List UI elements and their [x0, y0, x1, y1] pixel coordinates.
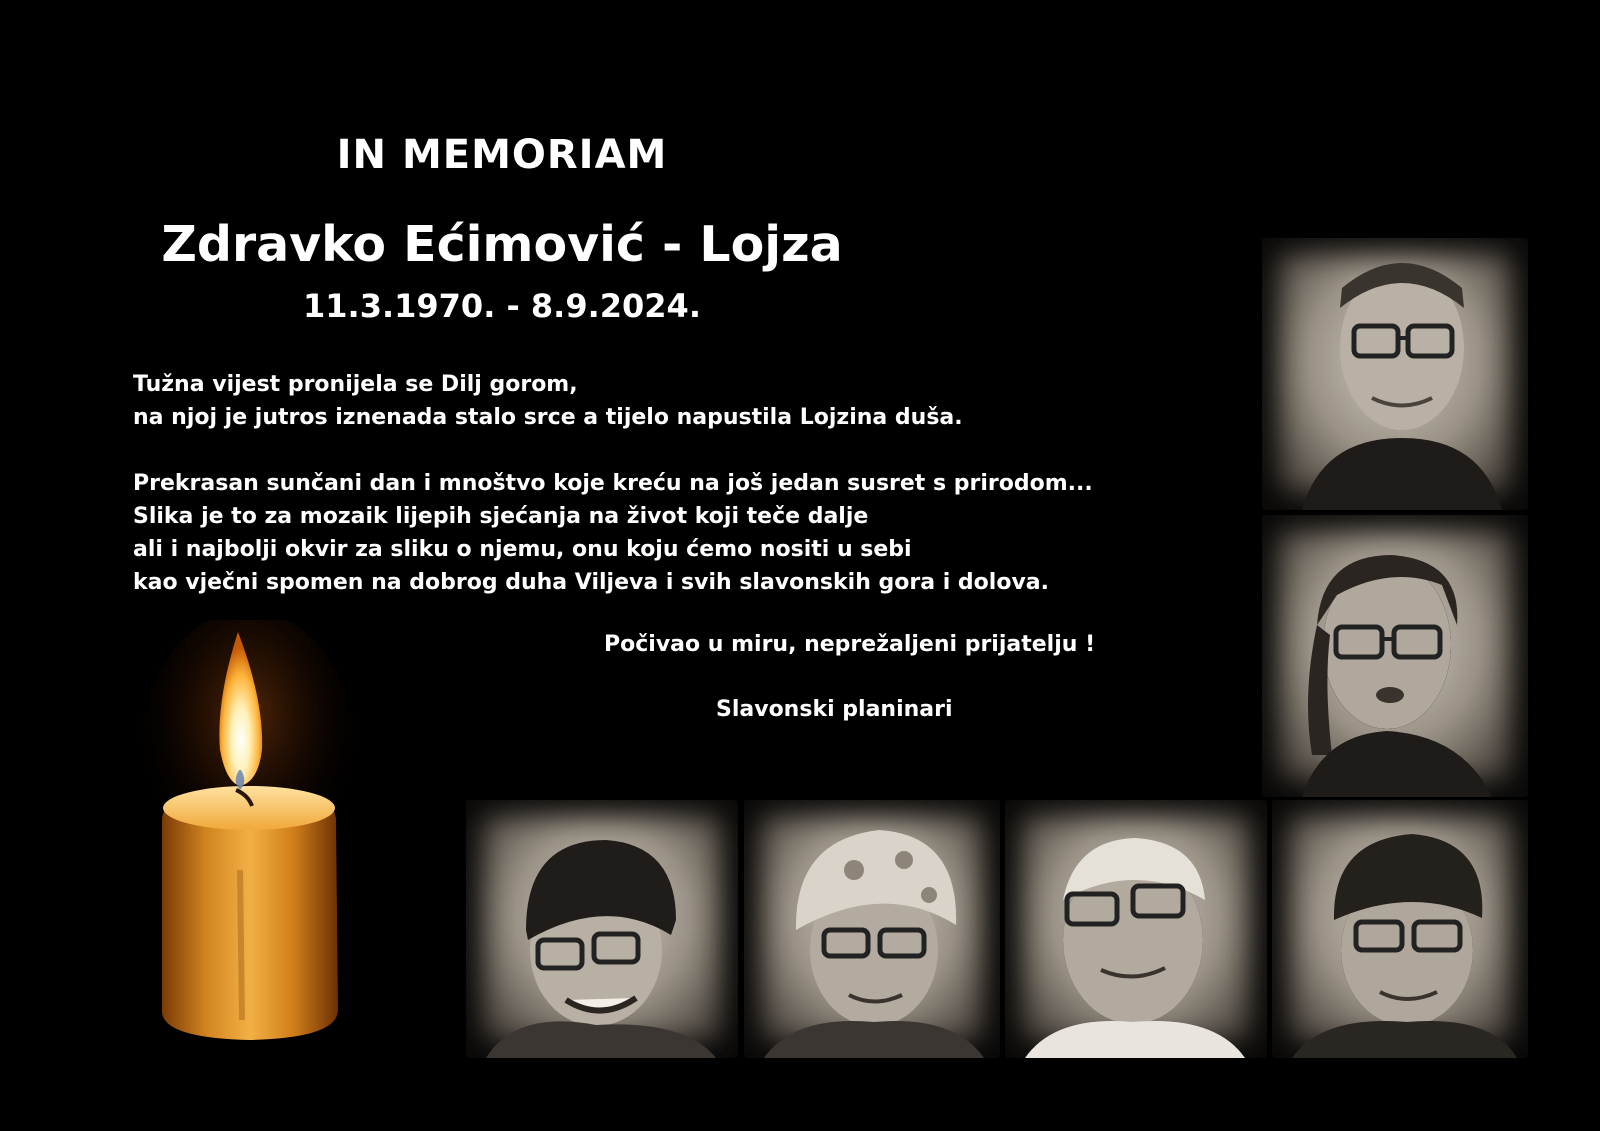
- photo-portrait-6: [1272, 800, 1528, 1058]
- text-line: na njoj je jutros iznenada stalo srce a tijelo napustila Lojzina duša.: [133, 405, 963, 430]
- text-line: Tužna vijest pronijela se Dilj gorom,: [133, 372, 578, 397]
- candle-image: [140, 620, 380, 1060]
- deceased-name: Zdravko Ećimović - Lojza: [161, 216, 843, 273]
- photo-portrait-3: [466, 800, 738, 1058]
- photo-portrait-1: [1262, 238, 1528, 510]
- photo-portrait-4: [744, 800, 1000, 1058]
- memorial-heading: IN MEMORIAM: [336, 132, 668, 178]
- closing-line: Počivao u miru, neprežaljeni prijatelju !: [604, 632, 1096, 657]
- memorial-text: [133, 368, 1093, 599]
- photo-portrait-2: [1262, 515, 1528, 797]
- text-line: Slika je to za mozaik lijepih sjećanja na život koji teče dalje: [133, 504, 869, 529]
- signature: Slavonski planinari: [716, 697, 953, 722]
- text-line: ali i najbolji okvir za sliku o njemu, onu koju ćemo nositi u sebi: [133, 537, 912, 562]
- text-line: kao vječni spomen na dobrog duha Viljeva i svih slavonskih gora i dolova.: [133, 570, 1049, 595]
- text-line: Prekrasan sunčani dan i mnoštvo koje kreću na još jedan susret s prirodom...: [133, 471, 1093, 496]
- life-dates: 11.3.1970. - 8.9.2024.: [303, 287, 701, 325]
- photo-portrait-5: [1005, 800, 1267, 1058]
